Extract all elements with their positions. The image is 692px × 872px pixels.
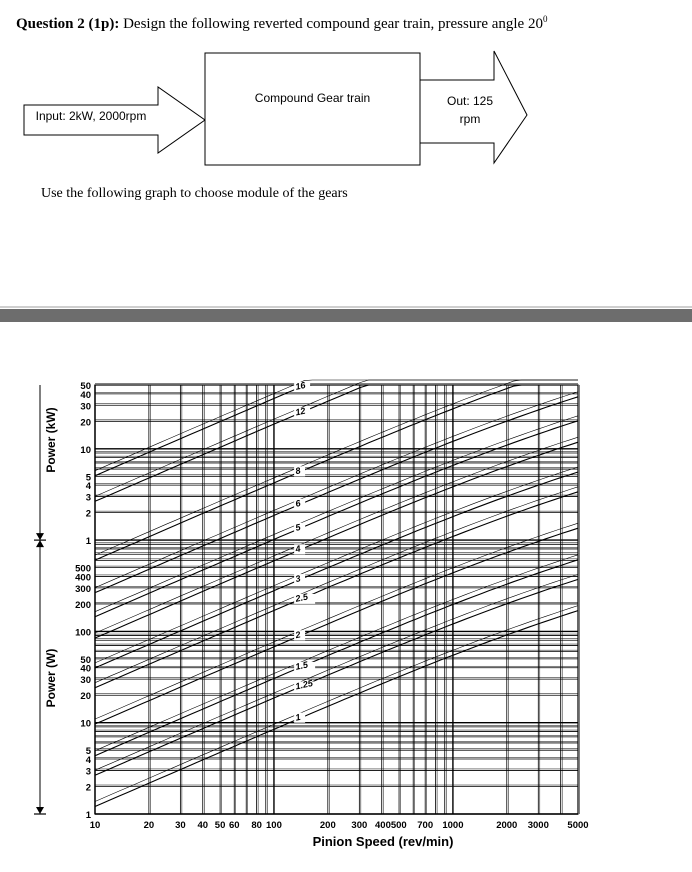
y-upper-tick-label: 5 — [85, 472, 91, 484]
x-tick-label: 5000 — [567, 820, 589, 831]
w-range-arrowhead-bottom — [36, 807, 44, 814]
page-divider — [0, 309, 692, 322]
module-label-5: 5 — [294, 522, 302, 533]
x-tick-label: 1000 — [442, 820, 464, 831]
y-lower-tick-label: 300 — [75, 583, 91, 595]
y-lower-tick-label: 1 — [85, 810, 91, 821]
y-upper-tick-label: 4 — [85, 481, 91, 493]
module-curve-5 — [95, 421, 578, 617]
module-label-12: 12 — [294, 405, 307, 418]
y-lower-tick-label: 2 — [85, 782, 91, 794]
y-lower-tick-label: 3 — [85, 766, 91, 778]
module-curve-2 — [95, 528, 578, 724]
x-tick-label: 700 — [417, 820, 434, 831]
y-upper-tick-label: 10 — [80, 444, 91, 456]
x-tick-label: 80 — [251, 820, 262, 831]
module-label-4: 4 — [294, 543, 302, 555]
x-tick-label: 20 — [143, 820, 155, 831]
module-label-1.5: 1.5 — [294, 659, 309, 672]
input-label: Input: 2kW, 2000rpm — [35, 109, 147, 123]
module-label-1: 1 — [294, 711, 302, 723]
y-upper-axis-label: Power (kW) — [44, 407, 58, 473]
x-tick-label: 30 — [175, 820, 186, 831]
module-curve-2.5 — [95, 492, 578, 688]
y-upper-tick-label: 3 — [85, 492, 91, 504]
question-title — [16, 14, 547, 33]
module-label-3: 3 — [294, 573, 302, 585]
x-tick-label: 100 — [266, 820, 282, 831]
module-label-8: 8 — [294, 465, 302, 477]
module-label-1.25: 1.25 — [294, 677, 314, 692]
w-range-arrowhead-top — [36, 540, 44, 547]
y-lower-tick-label: 500 — [75, 563, 91, 575]
y-lower-axis-label: Power (W) — [44, 648, 58, 708]
y-lower-tick-label: 20 — [80, 691, 91, 703]
module-curve-6 — [95, 397, 578, 593]
module-label-6: 6 — [294, 497, 302, 509]
degree-superscript: 0 — [542, 14, 548, 24]
y-lower-tick-label: 5 — [85, 746, 91, 758]
y-upper-tick-label: 40 — [80, 389, 91, 401]
x-tick-label: 400500 — [375, 820, 407, 831]
y-upper-tick-label: 20 — [80, 417, 91, 429]
module-label-2: 2 — [294, 629, 302, 641]
x-tick-label: 2000 — [496, 820, 518, 831]
x-tick-label: 50 — [214, 820, 226, 831]
y-lower-tick-label: 50 — [80, 654, 91, 666]
output-label-line1: Out: 125 — [446, 94, 494, 108]
y-lower-tick-label: 4 — [85, 755, 91, 767]
y-upper-tick-label: 1 — [85, 536, 91, 548]
module-label-16: 16 — [294, 380, 307, 392]
gear-train-box — [205, 53, 420, 165]
x-tick-label: 200 — [319, 820, 336, 831]
x-tick-label: 300 — [351, 820, 368, 831]
y-lower-tick-label: 100 — [75, 627, 91, 639]
y-lower-tick-label: 30 — [80, 675, 91, 687]
question-label: Question 2 (1p): — [16, 16, 120, 32]
y-upper-tick-label: 2 — [85, 508, 91, 520]
kw-range-arrowhead — [36, 533, 44, 540]
y-lower-tick-label: 400 — [75, 572, 91, 584]
page-divider-shadow — [0, 306, 692, 308]
chart-svg — [0, 370, 692, 867]
module-curve-1.5 — [95, 560, 578, 756]
module-selection-chart — [0, 370, 692, 867]
question-text: Design the following reverted compound gear train, pressure angle 20 — [123, 16, 543, 32]
x-axis-label: Pinion Speed (rev/min) — [312, 834, 454, 849]
y-upper-tick-label: 30 — [80, 401, 91, 413]
module-label-2.5: 2.5 — [294, 591, 309, 604]
y-lower-tick-label: 10 — [80, 718, 91, 730]
gear-train-diagram — [0, 45, 692, 175]
output-label-line2: rpm — [459, 112, 481, 126]
y-lower-tick-label: 40 — [80, 663, 91, 675]
instruction-text: Use the following graph to choose module of the gears — [41, 186, 348, 201]
x-tick-label: 10 — [89, 820, 101, 831]
x-tick-label: 60 — [228, 820, 240, 831]
y-upper-tick-label: 50 — [80, 381, 91, 392]
y-lower-tick-label: 200 — [75, 599, 91, 611]
x-tick-label: 3000 — [527, 820, 549, 831]
x-tick-label: 40 — [197, 820, 209, 831]
gear-train-label: Compound Gear train — [254, 91, 371, 105]
module-curve-1.25 — [95, 579, 578, 775]
